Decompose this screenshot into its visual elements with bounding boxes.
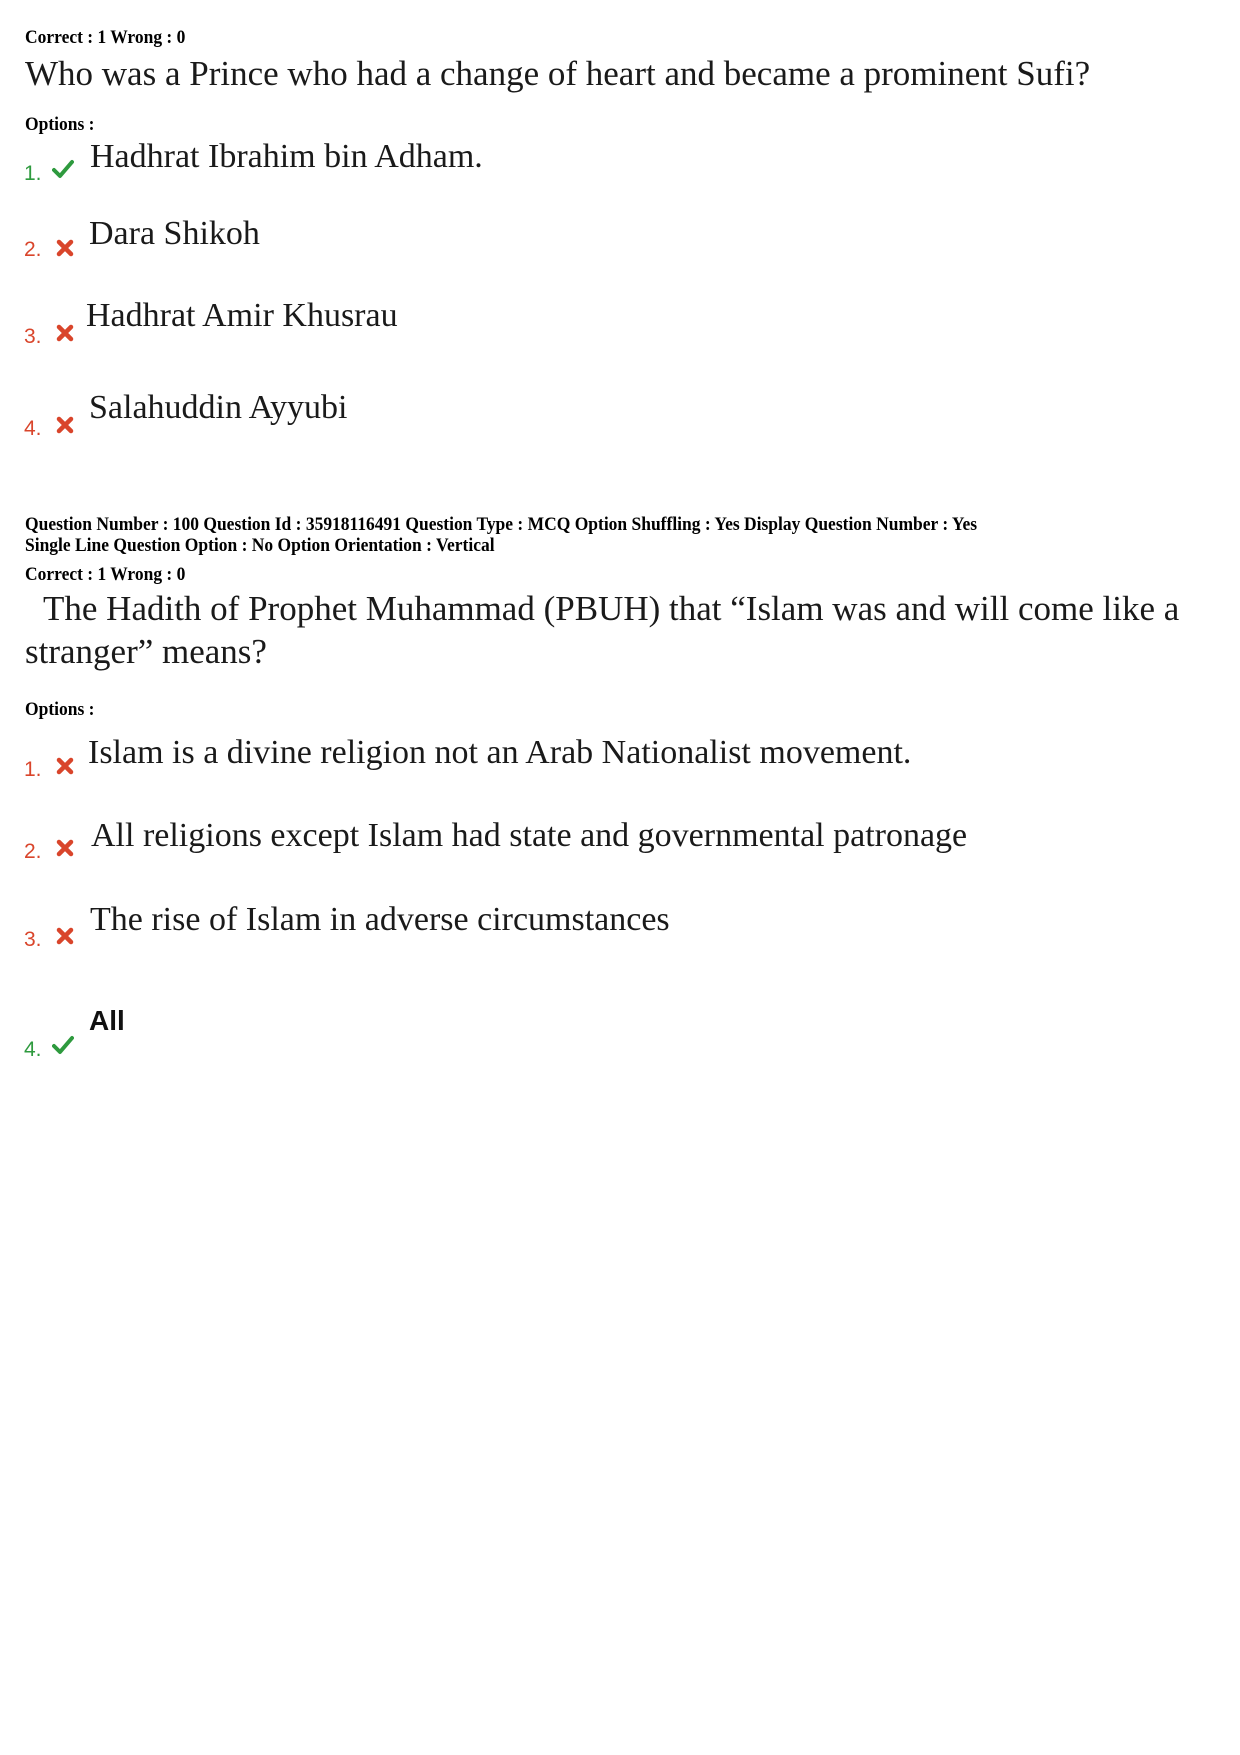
option-text: All religions except Islam had state and governmental patronage [91, 817, 968, 854]
q100-options-label: Options : [25, 699, 95, 720]
option-text: The rise of Islam in adverse circumstances [90, 901, 670, 938]
option-number: 1. [24, 758, 42, 781]
cross-icon [54, 322, 76, 344]
check-icon [52, 158, 74, 180]
check-icon [52, 1034, 74, 1056]
option-text: All [89, 1005, 125, 1036]
q99-score: Correct : 1 Wrong : 0 [25, 27, 186, 48]
option-text: Dara Shikoh [89, 215, 260, 252]
cross-icon [54, 925, 76, 947]
option-number: 4. [24, 1038, 42, 1061]
q100-question-text: The Hadith of Prophet Muhammad (PBUH) that “Islam was and will come like a stranger” means? [25, 589, 1180, 671]
q100-meta-line-1: Question Number : 100 Question Id : 35918116491 Question Type : MCQ Option Shuffling : Yes Display Question Number : Yes [25, 514, 978, 535]
cross-icon [54, 414, 76, 436]
option-text: Hadhrat Amir Khusrau [86, 297, 398, 334]
q100-meta-line-2: Single Line Question Option : No Option Orientation : Vertical [25, 535, 495, 556]
cross-icon [54, 837, 76, 859]
option-text: Islam is a divine religion not an Arab Nationalist movement. [88, 734, 912, 771]
q99-options-label: Options : [25, 114, 95, 135]
option-number: 4. [24, 417, 42, 440]
q99-question-text: Who was a Prince who had a change of heart and became a prominent Sufi? [25, 54, 1091, 93]
option-text: Hadhrat Ibrahim bin Adham. [90, 138, 483, 175]
option-number: 2. [24, 238, 42, 261]
cross-icon [54, 755, 76, 777]
option-number: 2. [24, 840, 42, 863]
option-number: 1. [24, 162, 42, 185]
option-text: Salahuddin Ayyubi [89, 389, 348, 426]
option-number: 3. [24, 325, 42, 348]
q100-score: Correct : 1 Wrong : 0 [25, 564, 186, 585]
option-number: 3. [24, 928, 42, 951]
cross-icon [54, 237, 76, 259]
